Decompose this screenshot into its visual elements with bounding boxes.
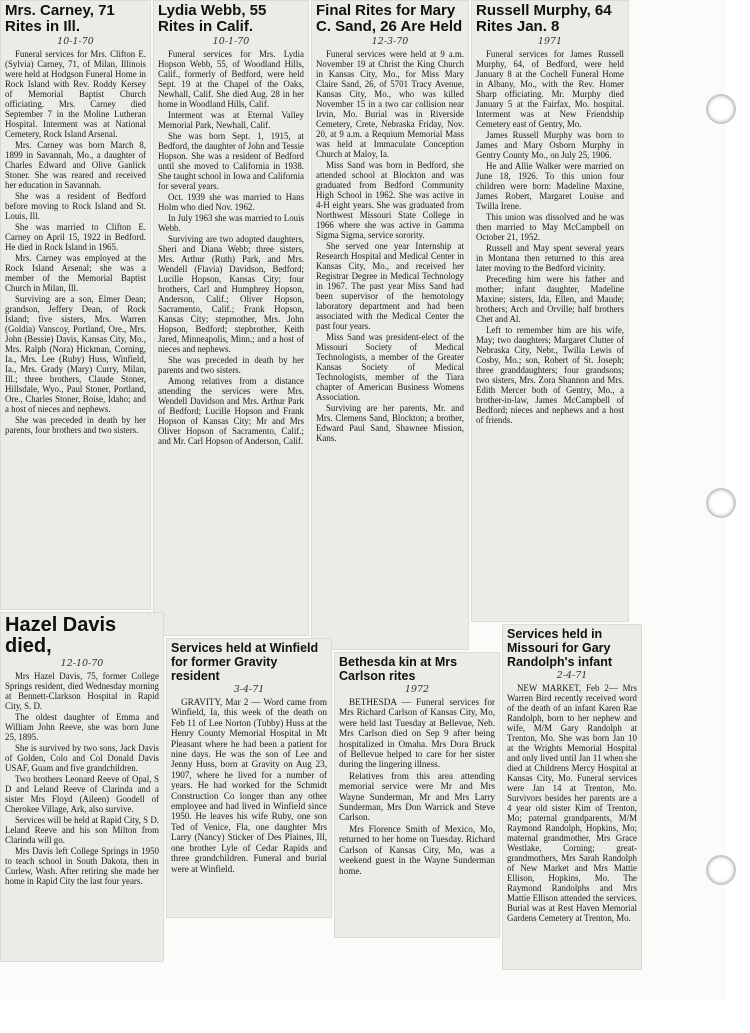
clipping-sand xyxy=(311,0,469,650)
headline: Services held at Winfield for former Gravity resident xyxy=(171,641,319,683)
headline: Lydia Webb, 55 Rites in Calif. xyxy=(158,2,267,35)
binder-hole-top xyxy=(706,94,736,124)
paragraph: She was a resident of Bedford before moving to Rock Island and St. Louis, Ill. xyxy=(5,191,146,221)
headline: Final Rites for Mary C. Sand, 26 Are Held xyxy=(316,2,463,35)
paragraph: James Russell Murphy was born to James and Mary Osborn Murphy in Gentry County Mo., on July 25, 1906. xyxy=(476,130,624,160)
article-body xyxy=(316,49,464,443)
headline: Hazel Davis died, xyxy=(5,614,117,657)
paragraph: Left to remember him are his wife, May; two daughters; Margaret Clutter of Nebraska City, Nebr., Twilla Lewis of Cosby, Mo.; son, Robert of St. Joseph; three granddaughters; four grandsons; two sisters, Mrs. Zora Shannon and Mrs. Edith Mercer both of Gentry, Mo., a brother-in-law, James McCampbell of Bedford; nieces and nephews and a host of friends. xyxy=(476,325,624,425)
handwritten-date: 10-1-70 xyxy=(57,36,94,47)
paragraph: Funeral services for Mrs. Lydia Hopson Webb, 55, of Woodland Hills, Calif., formerly of Bedford, were held Sept. 19 at the Chapel of the Oaks, Newhall, Calif. She died Aug. 28 in her home in Woodland Hills, Calif. xyxy=(158,49,304,109)
paragraph: She was preceded in death by her parents, four brothers and two sisters. xyxy=(5,415,146,435)
article-body xyxy=(171,697,327,874)
paragraph: Preceding him were his father and mother; infant daughter, Madeline Maxine; sisters, Ida, Ellen, and Maude; brothers; Arch and Orville; half brothers Chet and Al. xyxy=(476,274,624,324)
clipping-davis xyxy=(0,612,164,962)
paragraph: Mrs Davis left College Springs in 1950 to teach school in South Dakota, then in Curlew, Wash. After retiring she made her home in Rapid City the last four years. xyxy=(5,846,159,886)
clipping-carney xyxy=(0,0,151,610)
paragraph: Two brothers Leonard Reeve of Opal, S D and Leland Reeve of Clarinda and a sister Mrs Floyd (Aileen) Goodell of Cherokee Village, Ark, also survive. xyxy=(5,774,159,814)
paragraph: GRAVITY, Mar 2 — Word came from Winfield, Ia, this week of the death on Feb 11 of Lee Norton (Tubby) Huss at the Henry County Memorial Hospital in Mt Pleasant where he had been a patient for nine days. He was the son of Lee and Jenny Huss, born at Gravity on Aug 23, 1907, where he lived for a number of years. He had worked for the Schmidt Construction Co longer than any other employee and had lived in Winfield since 1950. He leaves his wife Ruby, one son Ted of Venice, Fla, one daughter Mrs Larry (Nancy) Sticker of Des Plaines, Ill, one brother Lyle of Cedar Rapids and three grandchildren. Funeral and burial were at Winfield. xyxy=(171,697,327,874)
paragraph: Mrs. Carney was born March 8, 1899 in Savannah, Mo., a daughter of Charles Edward and Olive Ganlick Stoner. She was reared and received her education in Savannah. xyxy=(5,140,146,190)
paragraph: Miss Sand was born in Bedford, she attended school at Blockton and was graduated from Bedford Community High School in 1962. She was active in 4-H eight years. She was graduated from Northwest Missouri State College in 1966 where she was active in Gamma Sigma Sigma, service sorority. xyxy=(316,160,464,240)
paragraph: He and Allie Walker were married on June 18, 1926. To this union four children were born: Madeline Maxine, James Robert, Margaret Louise and Twilla Irene. xyxy=(476,161,624,211)
paragraph: She was born Sept. 1, 1915, at Bedford, the daughter of John and Tessie Hopson. She was a resident of Bedford until she moved to California in 1938. She taught school in Iowa and California for several years. xyxy=(158,131,304,191)
paragraph: Funeral services were held at 9 a.m. November 19 at Christ the King Church in Kansas City, Mo., for Miss Mary Claire Sand, 26, of 5701 Tracy Avenue, Kansas City, Mo., who was killed November 15 in a two car collision near Irvin, Mo. Burial was in Riverside Cemetery, Crete, Nebraska Friday, Nov. 20, at 9 a.m. a Requium Memorial Mass was held at Immaculate Conception Church at Maloy, Ia. xyxy=(316,49,464,159)
paragraph: She was preceded in death by her parents and two sisters. xyxy=(158,355,304,375)
article-body xyxy=(5,49,146,435)
paragraph: Funeral services for Mrs. Clifton E. (Sylvia) Carney, 71, of Milan, Illinois were held at Hodgson Funeral Home in Rock Island with Rev. Roddy Kersey of Memorial Baptist Church officiating. Mrs. Carney died September 7 in the Moline Lutheran Hospital. Interment was at National Cemetery, Rock Island Arsenal. xyxy=(5,49,146,139)
article-body xyxy=(507,683,637,923)
paragraph: Miss Sand was president-elect of the Missouri Society of Medical Technologists, a member of the Greater Kansas Society of Medical Technologists, member of the Tiara chapter of American Business Womens Association. xyxy=(316,332,464,402)
binder-hole-middle xyxy=(706,488,736,518)
handwritten-date: 12-10-70 xyxy=(60,658,104,669)
paragraph: Oct. 1939 she was married to Hans Holm who died Nov. 1962. xyxy=(158,192,304,212)
paragraph: Surviving are her parents, Mr. and Mrs. Clemens Sand, Blockton; a brother, Edward Paul Sand, Shawnee Mission, Kans. xyxy=(316,403,464,443)
handwritten-date: 1971 xyxy=(537,36,563,47)
clipping-huss xyxy=(166,638,332,918)
paragraph: Relatives from this area attending memorial service were Mr and Mrs Wayne Sunderman, Mr and Mrs Larry Sunderman, Mrs Don Warrick and Steve Carlson. xyxy=(339,770,495,823)
paragraph: In July 1963 she was married to Louis Webb. xyxy=(158,213,304,233)
paragraph: She is survived by two sons, Jack Davis of Golden, Colo and Col Donald Davis USAF, Guam and five grandchildren. xyxy=(5,743,159,773)
article-body xyxy=(339,697,495,876)
paragraph: Funeral services for James Russell Murphy, 64, of Bedford, were held January 8 at the Cochell Funeral Home in Albany, Mo., with the Rev. Homer Sharp officiating. Mr. Murphy died January 5 at the Fairfax, Mo. hospital. Interment was at New Friendship Cemetery east of Gentry, Mo. xyxy=(476,49,624,129)
paragraph: Services will be held at Rapid City, S D. Leland Reeve and his son Milton from Clarinda will go. xyxy=(5,815,159,845)
binder-hole-bottom xyxy=(706,855,736,885)
clipping-randolph xyxy=(502,624,642,970)
paragraph: The oldest daughter of Emma and William John Reeve, she was born June 25, 1895. xyxy=(5,712,159,742)
paragraph: Russell and May spent several years in Montana then returned to this area later moving to the Bedford vicinity. xyxy=(476,243,624,273)
handwritten-date: 10-1-70 xyxy=(212,36,250,47)
paragraph: Surviving are two adopted daughters, Sheri and Diana Webb; three sisters, Mrs. Arthur (Ruth) Park, and Mrs. Wendell (Flavia) Davidson, Bedford; Lucille Hopson, Kansas City; four brothers, Carl and Humphrey Hopson, Anderson, Calif.; Oliver Hopson, Sacramento, Calif.; Frank Hopson, Kansas City; stepmother, Mrs. John Hopson, Bedford; stepbrother, Keith Jared, Minneapolis, Minn.; and a host of nieces and nephews. xyxy=(158,234,304,354)
paragraph: She served one year Internship at Research Hospital and Medical Center in Kansas City, Mo., and received her Registrar Degree in Medical Technology in 1967. The past year Miss Sand had been supervisor of the hemotology laboratory department and had been associated with the Medical Center the past four years. xyxy=(316,241,464,331)
headline: Russell Murphy, 64 Rites Jan. 8 xyxy=(476,2,612,35)
article-body xyxy=(158,49,304,446)
paragraph: Interment was at Eternal Valley Memorial Park, Newhall, Calif. xyxy=(158,110,304,130)
handwritten-date: 1972 xyxy=(404,684,430,695)
clipping-murphy xyxy=(471,0,629,622)
clipping-carlson xyxy=(334,652,500,938)
headline: Bethesda kin at Mrs Carlson rites xyxy=(339,655,458,683)
paragraph: Surviving are a son, Elmer Dean; grandson, Jeffery Dean, of Rock Island; five sisters, Mrs. Warren (Goldia) Vanscoy, Portland, Ore., Mrs. John (Bessie) Davis, Kansas City, Mo., Mrs. Ralph (Nora) Hickman, Corning, Ia., Mrs. Lee (Ruby) Huss, Winfield, Ia., Mrs. Grady (Mary) Curry, Milan, Ill.; three brothers, Claude Stoner, Hillsdale, Wyo., Paul Stoner, Portland, Ore., Charles Stoner, Boise, Idaho; and a host of nieces and nephews. xyxy=(5,294,146,414)
article-body xyxy=(5,671,159,886)
handwritten-date: 2-4-71 xyxy=(556,670,588,681)
headline: Services held in Missouri for Gary Randolph's infant xyxy=(507,627,613,669)
paragraph: Among relatives from a distance attending the services were Mrs. Wendell Davidson and Mrs. Arthur Park of Bedford; Lucille Hopson and Frank Hopson of Kansas City; Mr and Mrs Oliver Hopson of Sacramento, Calif.; and Mr. Carl Hopson of Anderson, Calif. xyxy=(158,376,304,446)
clipping-webb xyxy=(153,0,309,636)
paragraph: Mrs. Carney was employed at the Rock Island Arsenal; she was a member of the Memorial Baptist Church in Milan, Ill. xyxy=(5,253,146,293)
paragraph: Mrs Florence Smith of Mexico, Mo, returned to her home on Tuesday. Richard Carlson of Kansas City, Mo, was a weekend guest in the Wayne Sunderman home. xyxy=(339,823,495,876)
handwritten-date: 3-4-71 xyxy=(233,684,265,695)
headline: Mrs. Carney, 71 Rites in Ill. xyxy=(5,2,115,35)
article-body xyxy=(476,49,624,425)
paragraph: She was married to Clifton E. Carney on April 15, 1922 in Bedford. He died in Rock Island in 1965. xyxy=(5,222,146,252)
paragraph: Mrs Hazel Davis, 75, former College Springs resident, died Wednesday morning at Bennett-Clarkson Hospital in Rapid City, S. D. xyxy=(5,671,159,711)
paragraph: BETHESDA — Funeral services for Mrs Richard Carlson of Kansas City, Mo, were held last Tuesday at Bellevue, Neb. Mrs Carlson died on Sep 9 after being hospitalized in Omaha. Mrs Dora Bruck of Bellevue helped to care for her sister during the lingering illness. xyxy=(339,697,495,770)
paragraph: NEW MARKET, Feb 2— Mrs Warren Bird recently received word of the death of an infant Karen Rae Randolph, born to her nephew and wife, M/M Gary Randolph at Trenton, Mo. She was born Jan 10 at the Wrights Memorial Hospital and only lived until Jan 11 when she died at Childrens Mercy Hospital at Kansas City, Mo. Funeral services were Jan 14 at Trenton, Mo. Survivors besides her parents are a 4 year old sister Kim of Trenton, Mo; paternal grandparents, M/M Raymond Randolph, Hopkins, Mo; maternal grandmother, Mrs Grace Westlake, Corning; great-grandmothers, Mrs Sarah Randolph of New Market and Mrs Mattie Ellison, Hopkins, Mo. The Raymond Randolphs and Mrs Mattie Ellison attended the services. Burial was at Rest Haven Memorial Gardens Cemetery at Trenton, Mo. xyxy=(507,683,637,923)
handwritten-date: 12-3-70 xyxy=(371,36,409,47)
paragraph: This union was dissolved and he was then married to May McCampbell on October 21, 1952. xyxy=(476,212,624,242)
